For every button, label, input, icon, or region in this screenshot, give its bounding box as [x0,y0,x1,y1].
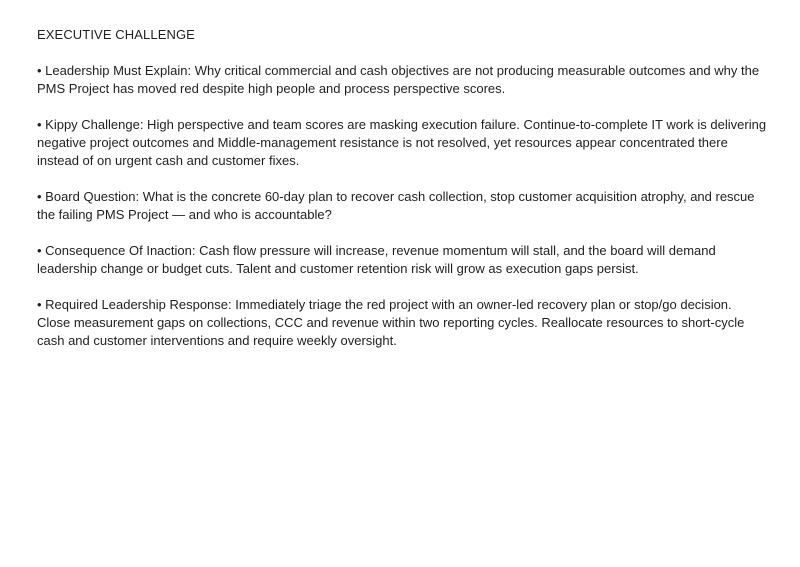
bullet-consequence-of-inaction: • Consequence Of Inaction: Cash flow pressure will increase, revenue momentum will stall, and the board will demand leadership change or budget cuts. Talent and customer retention risk will grow as execution gaps persist. [37,243,716,276]
bullet-required-leadership-response: • Required Leadership Response: Immediately triage the red project with an owner-led recovery plan or stop/go decision. Close measurement gaps on collections, CCC and revenue within two reporting cycles. Reallocate resources to short-cycle cash and customer interventions and require weekly oversight. [37,297,745,348]
executive-challenge-document [37,26,767,368]
bullet-board-question: • Board Question: What is the concrete 60-day plan to recover cash collection, stop customer acquisition atrophy, and rescue the failing PMS Project — and who is accountable? [37,189,755,222]
bullet-leadership-must-explain: • Leadership Must Explain: Why critical commercial and cash objectives are not producing measurable outcomes and why the PMS Project has moved red despite high people and process perspective scores. [37,63,760,96]
section-heading: EXECUTIVE CHALLENGE [37,27,195,42]
bullet-kippy-challenge: • Kippy Challenge: High perspective and team scores are masking execution failure. Continue-to-complete IT work is delivering negative project outcomes and Middle-management resistance is not resolved, yet resources appear concentrated there instead of on urgent cash and customer fixes. [37,117,767,168]
